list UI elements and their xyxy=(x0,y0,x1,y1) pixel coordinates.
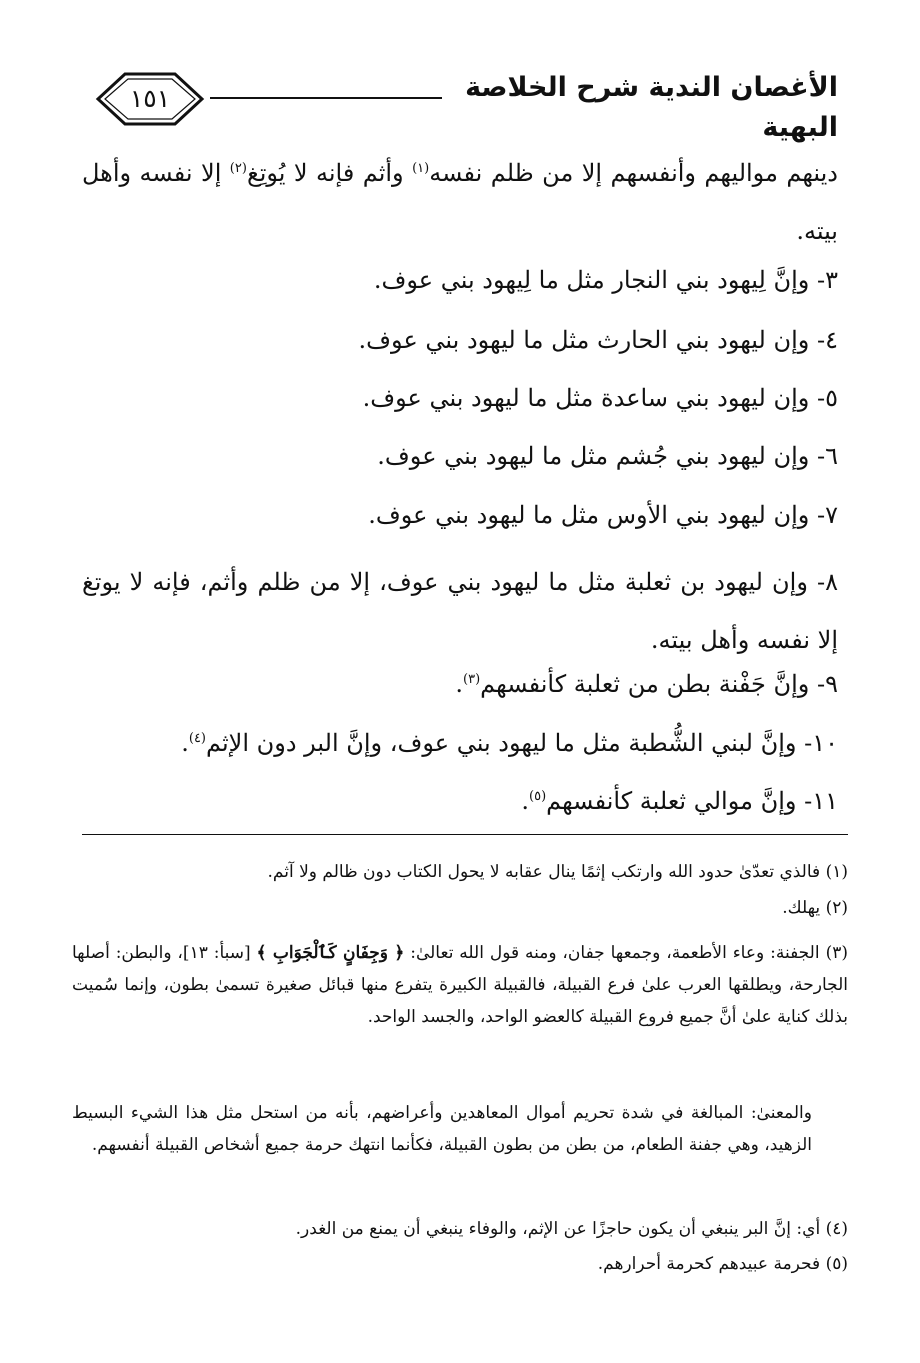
footnote-label: (٢) xyxy=(825,898,848,918)
footnote-text: يهلك. xyxy=(782,898,821,918)
item-end-punct: . xyxy=(181,729,189,757)
list-item xyxy=(78,436,838,476)
footnote-label: (٤) xyxy=(825,1219,848,1239)
item-number: ٨- xyxy=(817,568,838,596)
item-text: وإن ليهود بني الحارث مثل ما ليهود بني عوف. xyxy=(358,326,810,354)
header-rule xyxy=(210,97,442,99)
list-item xyxy=(78,495,838,535)
footnote-text: والمعنىٰ: المبالغة في شدة تحريم أموال المعاهدين وأعراضهم، بأنه من استحل مثل هذا الشيء البسيط الزهيد، وهي جفنة الطعام، من بطن من بطون القبيلة، فكأنما انتهك حرمة جميع أشخاص القبيلة أنفسهم. xyxy=(72,1103,812,1155)
footnote-text-a: الجفنة: وعاء الأطعمة، وجمعها جفان، ومنه قول الله تعالىٰ: xyxy=(404,943,820,963)
footnote-text: فحرمة عبيدهم كحرمة أحرارهم. xyxy=(597,1254,821,1274)
list-item-11 xyxy=(78,777,838,821)
list-item-8 xyxy=(82,553,838,669)
item-text: وإن ليهود بني الأوس مثل ما ليهود بني عوف. xyxy=(368,501,810,529)
item-number: ٧- xyxy=(817,501,838,529)
item-end-punct: . xyxy=(455,670,464,698)
footnote-3-meaning xyxy=(72,1097,812,1161)
footnote-label: (١) xyxy=(825,862,848,882)
page-number: ١٥١ xyxy=(129,84,171,113)
intro-text-c: إلا نفسه وأهل بيته. xyxy=(82,159,838,245)
footnote-ref-4: (٤) xyxy=(188,731,206,746)
footnote-label: (٥) xyxy=(825,1254,848,1274)
item-text: وإنَّ لبني الشُّطبة مثل ما ليهود بني عوف، وإنَّ البر دون الإثم xyxy=(206,729,797,757)
intro-text-b: وأثم فإنه لا يُوتِغ xyxy=(246,159,413,187)
intro-paragraph xyxy=(82,140,838,260)
item-number: ٤- xyxy=(817,326,838,354)
footnote-ref-1: (١) xyxy=(412,161,430,176)
list-item-10 xyxy=(78,719,838,763)
list-item xyxy=(78,260,838,300)
footnote-text: فالذي تعدّىٰ حدود الله وارتكب إثمًا ينال عقابه لا يحول الكتاب دون ظالم ولا آثم. xyxy=(267,862,821,882)
list-item-9 xyxy=(78,660,838,704)
footnote-label: (٣) xyxy=(825,943,848,963)
footnote-text-b: [سبأ: ١٣]، والبطن: أصلها الجارحة، ويطلقها العرب علىٰ فرع القبيلة، فالقبيلة الكبيرة يتفرع منها قبائل صغيرة تسمىٰ بطون، وإنما سُميت بذلك كناية علىٰ أنَّ جميع فروع القبيلة كالعضو الواحد، والجسد الواحد. xyxy=(72,943,848,1027)
footnote-ref-3: (٣) xyxy=(463,672,481,687)
page-number-badge xyxy=(95,70,205,128)
quran-verse: ﴿ وَجِفَانٍ كَٱلْجَوَابِ ﴾ xyxy=(256,943,405,963)
running-header-title: الأغصان الندية شرح الخلاصة البهية xyxy=(465,72,838,143)
footnote-5 xyxy=(72,1248,848,1280)
item-number: ١١- xyxy=(804,787,838,815)
item-number: ٥- xyxy=(817,384,838,412)
list-item xyxy=(78,320,838,360)
footnote-4 xyxy=(72,1213,848,1245)
footnote-3 xyxy=(72,937,848,1033)
footnote-2 xyxy=(72,892,848,924)
footnote-separator xyxy=(82,834,848,835)
item-text: وإن ليهود بني جُشم مثل ما ليهود بني عوف. xyxy=(377,442,810,470)
item-text: وإن ليهود بن ثعلبة مثل ما ليهود بني عوف، إلا من ظلم وأثم، فإنه لا يوتغ إلا نفسه وأهل بيته. xyxy=(82,568,838,654)
item-number: ٦- xyxy=(817,442,838,470)
item-number: ١٠- xyxy=(804,729,838,757)
footnote-1 xyxy=(72,856,848,888)
intro-text-a: دينهم مواليهم وأنفسهم إلا من ظلم نفسه xyxy=(429,159,838,187)
footnote-ref-2: (٢) xyxy=(229,161,247,176)
item-end-punct: . xyxy=(521,787,529,815)
item-text: وإنَّ جَفْنة بطن من ثعلبة كأنفسهم xyxy=(480,670,810,698)
item-number: ٩- xyxy=(817,670,838,698)
footnote-ref-5: (٥) xyxy=(529,789,547,804)
list-item xyxy=(78,378,838,418)
item-text: وإن ليهود بني ساعدة مثل ما ليهود بني عوف. xyxy=(362,384,810,412)
item-text: وإنَّ لِيهود بني النجار مثل ما لِيهود بني عوف. xyxy=(373,266,810,294)
item-text: وإنَّ موالي ثعلبة كأنفسهم xyxy=(546,787,797,815)
footnote-text: أي: إنَّ البر ينبغي أن يكون حاجزًا عن الإثم، والوفاء ينبغي أن يمنع من الغدر. xyxy=(295,1219,821,1239)
item-number: ٣- xyxy=(817,266,838,294)
